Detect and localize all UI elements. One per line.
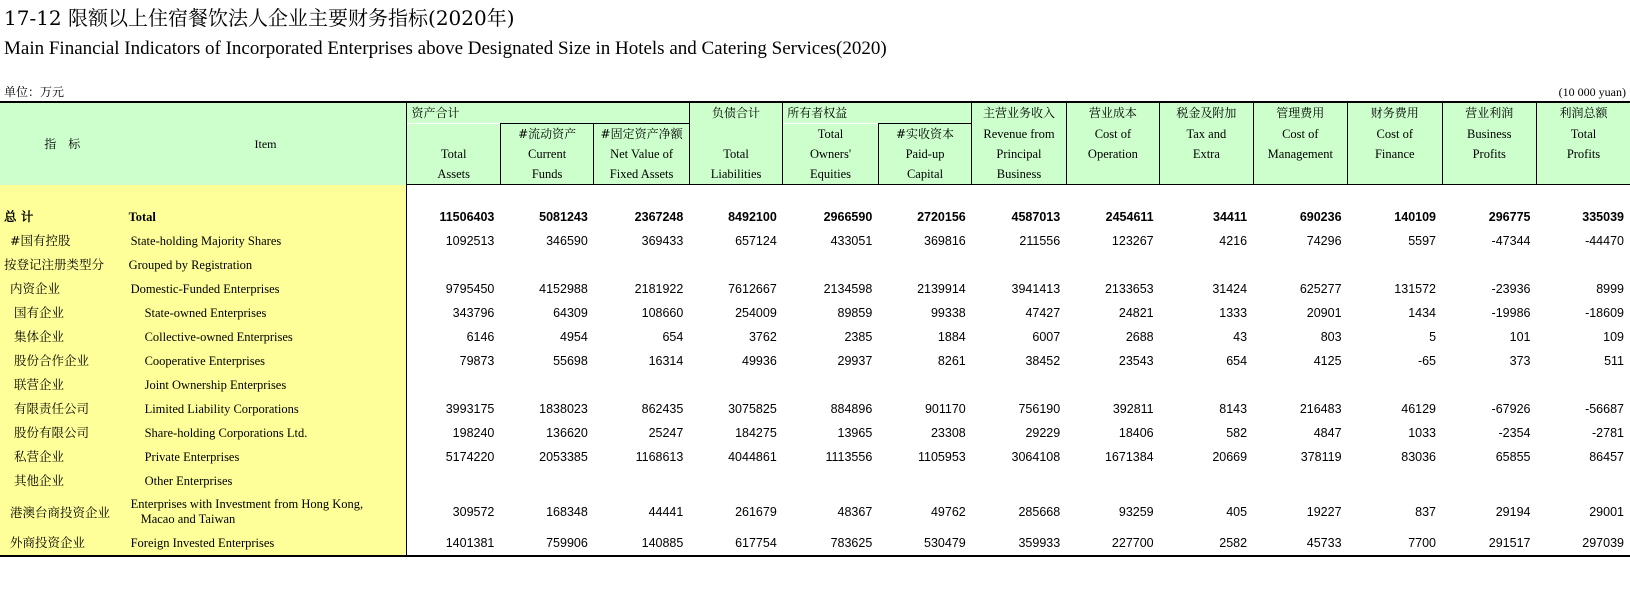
- value-cell: 3941413: [1011, 282, 1061, 296]
- value-cell: 2133653: [1104, 282, 1154, 296]
- value-cell: 803: [1320, 330, 1342, 344]
- row-label-en: Private Enterprises: [125, 445, 407, 469]
- value-cell: 2966590: [823, 210, 873, 224]
- value-cell: 783625: [830, 536, 873, 550]
- value-cell: -67926: [1491, 402, 1531, 416]
- value-cell: [1536, 373, 1630, 397]
- value-cell: -44470: [1585, 234, 1624, 248]
- table-row: [0, 229, 1630, 253]
- value-cell: 309572: [452, 504, 495, 519]
- value-cell: 1105953: [917, 450, 966, 464]
- header-paid-up-capital-en2: Capital: [878, 164, 971, 185]
- header-fixed-assets-en1: Net Value of: [594, 144, 690, 164]
- value-cell: 2582: [1219, 536, 1248, 550]
- value-cell: 19227: [1306, 504, 1342, 519]
- table-row: [0, 205, 1630, 229]
- header-paid-up-capital-en1: Paid-up: [878, 144, 971, 164]
- header-revenue-en0: Revenue from: [972, 124, 1066, 145]
- value-cell: [689, 253, 782, 277]
- header-total-profits-zh: 利润总额: [1536, 102, 1630, 124]
- value-cell: 4044861: [728, 450, 777, 464]
- row-label-zh: #国有控股: [0, 229, 125, 253]
- header-total-liabilities-en1: Total: [689, 144, 782, 164]
- value-cell: 405: [1226, 504, 1248, 519]
- header-revenue-en1: Principal: [972, 144, 1066, 164]
- table-row: [0, 277, 1630, 301]
- value-cell: 654: [662, 330, 684, 344]
- row-label-zh: 其他企业: [0, 469, 125, 493]
- row-label-zh: 股份合作企业: [0, 349, 125, 373]
- value-cell: [689, 373, 782, 397]
- value-cell: 369433: [641, 234, 684, 248]
- row-label-en: Cooperative Enterprises: [125, 349, 407, 373]
- header-total-assets-en1: Total: [407, 144, 500, 164]
- table-row: [0, 301, 1630, 325]
- value-cell: [1160, 469, 1253, 493]
- value-cell: -19986: [1491, 306, 1531, 320]
- header-current-funds-zh: #流动资产: [500, 124, 593, 145]
- value-cell: [1536, 253, 1630, 277]
- value-cell: 261679: [735, 504, 777, 519]
- value-cell: -56687: [1585, 402, 1624, 416]
- header-paid-up-capital-zh: #实收资本: [878, 124, 971, 145]
- value-cell: 617754: [735, 536, 777, 550]
- value-cell: [878, 253, 971, 277]
- header-revenue-en2: Business: [972, 164, 1066, 185]
- table-row: [0, 445, 1630, 469]
- value-cell: 433051: [830, 234, 873, 248]
- value-cell: 3993175: [445, 402, 495, 416]
- value-cell: 2688: [1125, 330, 1154, 344]
- value-cell: 1838023: [539, 402, 588, 416]
- value-cell: 7700: [1408, 536, 1437, 550]
- value-cell: 690236: [1299, 210, 1342, 224]
- value-cell: 3075825: [728, 402, 777, 416]
- value-cell: 8492100: [728, 210, 777, 224]
- value-cell: -18609: [1585, 306, 1624, 320]
- value-cell: 55698: [553, 354, 588, 368]
- value-cell: 2367248: [634, 210, 684, 224]
- value-cell: 74296: [1306, 234, 1342, 248]
- header-cost-management-en0: Cost of: [1253, 124, 1347, 145]
- row-label-zh: 港澳台商投资企业: [0, 493, 125, 531]
- value-cell: 16314: [648, 354, 684, 368]
- value-cell: 756190: [1018, 402, 1061, 416]
- header-owners-equities-en1: Owners': [783, 144, 879, 164]
- table-body: [0, 185, 1630, 557]
- value-cell: 285668: [1018, 504, 1061, 519]
- value-cell: 29229: [1025, 426, 1061, 440]
- value-cell: [594, 373, 690, 397]
- row-label-en-line2: Macao and Taiwan: [140, 512, 236, 526]
- header-cost-finance-en0: Cost of: [1348, 124, 1442, 145]
- value-cell: 25247: [648, 426, 684, 440]
- value-cell: 5174220: [445, 450, 495, 464]
- value-cell: 34411: [1213, 210, 1248, 224]
- row-label-zh: 外商投资企业: [0, 531, 125, 556]
- value-cell: 759906: [546, 536, 588, 550]
- header-tax-extra-zh: 税金及附加: [1160, 102, 1253, 124]
- row-label-en: State-owned Enterprises: [125, 301, 407, 325]
- row-label-en: [125, 493, 407, 531]
- value-cell: 343796: [452, 306, 495, 320]
- value-cell: 49936: [742, 354, 777, 368]
- value-cell: [972, 373, 1066, 397]
- row-label-en: State-holding Majority Shares: [125, 229, 407, 253]
- header-business-profits-zh: 营业利润: [1442, 102, 1536, 124]
- value-cell: 291517: [1488, 536, 1531, 550]
- header-total-liabilities-zh: 负债合计: [689, 102, 782, 124]
- row-label-zh: 联营企业: [0, 373, 125, 397]
- value-cell: 23308: [930, 426, 966, 440]
- value-cell: 31424: [1212, 282, 1248, 296]
- header-fixed-assets-zh: #固定资产净额: [594, 124, 690, 145]
- value-cell: 862435: [641, 402, 684, 416]
- value-cell: 5597: [1408, 234, 1437, 248]
- value-cell: 86457: [1589, 450, 1624, 464]
- value-cell: 392811: [1112, 402, 1154, 416]
- value-cell: [1536, 469, 1630, 493]
- value-cell: [1066, 373, 1159, 397]
- value-cell: 1033: [1408, 426, 1437, 440]
- value-cell: 4216: [1219, 234, 1248, 248]
- value-cell: [972, 469, 1066, 493]
- row-label-zh: 有限责任公司: [0, 397, 125, 421]
- table-row: [0, 373, 1630, 397]
- value-cell: 6146: [466, 330, 495, 344]
- value-cell: [1442, 373, 1536, 397]
- value-cell: [500, 469, 593, 493]
- value-cell: 657124: [735, 234, 777, 248]
- value-cell: 5081243: [539, 210, 588, 224]
- value-cell: 89859: [837, 306, 873, 320]
- value-cell: 373: [1509, 354, 1531, 368]
- value-cell: [1066, 469, 1159, 493]
- value-cell: 9795450: [445, 282, 495, 296]
- value-cell: 93259: [1118, 504, 1154, 519]
- value-cell: 18406: [1118, 426, 1154, 440]
- value-cell: 582: [1226, 426, 1248, 440]
- value-cell: 83036: [1401, 450, 1437, 464]
- unit-label-zh: 单位：万元: [4, 85, 65, 99]
- row-label-en: Joint Ownership Enterprises: [125, 373, 407, 397]
- value-cell: 13965: [837, 426, 873, 440]
- value-cell: 49762: [930, 504, 966, 519]
- value-cell: [1253, 469, 1347, 493]
- value-cell: [407, 469, 500, 493]
- value-cell: [1348, 373, 1442, 397]
- value-cell: 140109: [1394, 210, 1437, 224]
- header-revenue-zh: 主营业务收入: [972, 102, 1066, 124]
- table-header: [0, 102, 1630, 185]
- value-cell: 136620: [546, 426, 588, 440]
- header-fixed-assets-en2: Fixed Assets: [594, 164, 690, 185]
- value-cell: 1401381: [445, 536, 495, 550]
- table-row: [0, 469, 1630, 493]
- financial-indicators-table: [0, 101, 1630, 557]
- value-cell: 884896: [830, 402, 873, 416]
- value-cell: [500, 373, 593, 397]
- value-cell: 296775: [1488, 210, 1531, 224]
- value-cell: 530479: [924, 536, 966, 550]
- header-item-en: Item: [125, 102, 407, 185]
- value-cell: 3762: [748, 330, 777, 344]
- value-cell: 20669: [1212, 450, 1248, 464]
- header-indicator-zh: 指 标: [0, 102, 125, 185]
- header-total-profits-en1: Profits: [1536, 144, 1630, 164]
- value-cell: 24821: [1118, 306, 1154, 320]
- header-cost-finance-zh: 财务费用: [1348, 102, 1442, 124]
- header-cost-operation-zh: 营业成本: [1066, 102, 1159, 124]
- page-title-en: Main Financial Indicators of Incorporated Enterprises above Designated Size in Hotels and Catering Services(2020): [4, 38, 887, 59]
- value-cell: 23543: [1118, 354, 1154, 368]
- header-business-profits-en1: Profits: [1442, 144, 1536, 164]
- value-cell: [1442, 253, 1536, 277]
- value-cell: 5: [1429, 330, 1437, 344]
- header-current-funds-en1: Current: [500, 144, 593, 164]
- value-cell: -47344: [1491, 234, 1531, 248]
- value-cell: -2781: [1592, 426, 1624, 440]
- value-cell: -2354: [1498, 426, 1531, 440]
- value-cell: 3064108: [1011, 450, 1061, 464]
- value-cell: 625277: [1299, 282, 1342, 296]
- value-cell: 20901: [1306, 306, 1342, 320]
- value-cell: 346590: [546, 234, 588, 248]
- header-total-assets-en2: Assets: [407, 164, 500, 185]
- table-row: [0, 493, 1630, 531]
- row-label-en: Grouped by Registration: [125, 253, 407, 277]
- value-cell: [500, 253, 593, 277]
- value-cell: 216483: [1299, 402, 1342, 416]
- header-total-liabilities-en2: Liabilities: [689, 164, 782, 185]
- value-cell: 4125: [1313, 354, 1342, 368]
- header-cost-finance-en1: Finance: [1348, 144, 1442, 164]
- value-cell: 11506403: [439, 210, 495, 224]
- table-row: [0, 421, 1630, 445]
- value-cell: 1113556: [825, 450, 873, 464]
- value-cell: 1671384: [1104, 450, 1154, 464]
- value-cell: 4587013: [1011, 210, 1061, 224]
- value-cell: 48367: [837, 504, 873, 519]
- row-label-en: Share-holding Corporations Ltd.: [125, 421, 407, 445]
- value-cell: [783, 373, 879, 397]
- value-cell: 2385: [844, 330, 873, 344]
- value-cell: 4847: [1313, 426, 1342, 440]
- row-label-en-line1: Enterprises with Investment from Hong Kong,: [130, 497, 364, 511]
- value-cell: 1333: [1219, 306, 1248, 320]
- header-cost-operation-en0: Cost of: [1066, 124, 1159, 145]
- value-cell: 837: [1415, 504, 1437, 519]
- value-cell: [878, 373, 971, 397]
- value-cell: 211556: [1019, 234, 1061, 248]
- value-cell: -23936: [1491, 282, 1531, 296]
- value-cell: 64309: [553, 306, 588, 320]
- unit-label-en: (10 000 yuan): [1558, 85, 1626, 99]
- value-cell: [1253, 373, 1347, 397]
- value-cell: 168348: [546, 504, 588, 519]
- value-cell: 99338: [930, 306, 966, 320]
- value-cell: 2053385: [539, 450, 588, 464]
- header-tax-extra-en0: Tax and: [1160, 124, 1253, 145]
- header-current-funds-en2: Funds: [500, 164, 593, 185]
- value-cell: 2720156: [917, 210, 966, 224]
- value-cell: 254009: [735, 306, 777, 320]
- value-cell: 511: [1604, 354, 1624, 368]
- value-cell: 79873: [459, 354, 495, 368]
- value-cell: [407, 253, 500, 277]
- value-cell: 45733: [1306, 536, 1342, 550]
- row-label-zh: 股份有限公司: [0, 421, 125, 445]
- row-label-en: Total: [125, 205, 407, 229]
- table-row: [0, 349, 1630, 373]
- row-label-zh: 按登记注册类型分: [0, 253, 125, 277]
- value-cell: [1160, 253, 1253, 277]
- value-cell: 7612667: [728, 282, 777, 296]
- value-cell: 654: [1226, 354, 1248, 368]
- value-cell: [1442, 469, 1536, 493]
- value-cell: 8261: [937, 354, 966, 368]
- value-cell: 2181922: [634, 282, 684, 296]
- table-row: [0, 325, 1630, 349]
- row-label-en: Limited Liability Corporations: [125, 397, 407, 421]
- value-cell: 359933: [1018, 536, 1061, 550]
- row-label-zh: 总 计: [0, 205, 125, 229]
- value-cell: 2139914: [917, 282, 966, 296]
- table-row: [0, 253, 1630, 277]
- value-cell: 369816: [924, 234, 966, 248]
- value-cell: 4954: [560, 330, 588, 344]
- value-cell: 29937: [837, 354, 873, 368]
- value-cell: [783, 469, 879, 493]
- value-cell: 335039: [1582, 210, 1624, 224]
- value-cell: 297039: [1582, 536, 1624, 550]
- value-cell: 46129: [1401, 402, 1437, 416]
- value-cell: -65: [1417, 354, 1437, 368]
- value-cell: 8999: [1596, 282, 1624, 296]
- row-label-zh: 国有企业: [0, 301, 125, 325]
- value-cell: 109: [1603, 330, 1624, 344]
- value-cell: 184275: [735, 426, 777, 440]
- header-owners-equities-en2: Equities: [783, 164, 879, 185]
- header-cost-operation-en1: Operation: [1066, 144, 1159, 164]
- value-cell: [594, 253, 690, 277]
- value-cell: 8143: [1219, 402, 1248, 416]
- value-cell: 140885: [641, 536, 684, 550]
- header-business-profits-en0: Business: [1442, 124, 1536, 145]
- value-cell: [1253, 253, 1347, 277]
- value-cell: [407, 373, 500, 397]
- value-cell: 6007: [1032, 330, 1061, 344]
- row-label-zh: 私营企业: [0, 445, 125, 469]
- table-row: [0, 397, 1630, 421]
- row-label-en: Foreign Invested Enterprises: [125, 531, 407, 556]
- value-cell: 1168613: [635, 450, 684, 464]
- value-cell: 198240: [452, 426, 495, 440]
- value-cell: [1348, 253, 1442, 277]
- value-cell: 108660: [641, 306, 684, 320]
- value-cell: 2454611: [1105, 210, 1154, 224]
- value-cell: 47427: [1025, 306, 1061, 320]
- value-cell: 44441: [648, 504, 684, 519]
- value-cell: [1160, 373, 1253, 397]
- value-cell: 1434: [1408, 306, 1437, 320]
- row-label-en: Domestic-Funded Enterprises: [125, 277, 407, 301]
- value-cell: 101: [1509, 330, 1531, 344]
- value-cell: 4152988: [539, 282, 588, 296]
- value-cell: 29001: [1589, 504, 1624, 519]
- value-cell: 901170: [924, 402, 966, 416]
- value-cell: [783, 253, 879, 277]
- value-cell: 378119: [1300, 450, 1342, 464]
- value-cell: 227700: [1111, 536, 1154, 550]
- value-cell: [878, 469, 971, 493]
- value-cell: 43: [1233, 330, 1248, 344]
- value-cell: 29194: [1495, 504, 1531, 519]
- value-cell: 123267: [1111, 234, 1154, 248]
- row-label-zh: 集体企业: [0, 325, 125, 349]
- value-cell: [1066, 253, 1159, 277]
- value-cell: 38452: [1025, 354, 1061, 368]
- value-cell: 1884: [937, 330, 966, 344]
- row-label-en: Collective-owned Enterprises: [125, 325, 407, 349]
- table-row: [0, 531, 1630, 556]
- row-label-zh: 内资企业: [0, 277, 125, 301]
- value-cell: [1348, 469, 1442, 493]
- header-owners-equities-zh: 所有者权益: [783, 102, 972, 124]
- header-owners-equities-en0: Total: [783, 124, 879, 145]
- header-cost-management-en1: Management: [1253, 144, 1347, 164]
- value-cell: [594, 469, 690, 493]
- header-tax-extra-en1: Extra: [1160, 144, 1253, 164]
- header-cost-management-zh: 管理费用: [1253, 102, 1347, 124]
- header-total-profits-en0: Total: [1536, 124, 1630, 145]
- value-cell: 65855: [1495, 450, 1531, 464]
- row-label-en: Other Enterprises: [125, 469, 407, 493]
- page-title-zh: 17-12 限额以上住宿餐饮法人企业主要财务指标(2020年): [4, 6, 515, 30]
- value-cell: 1092513: [445, 234, 495, 248]
- value-cell: [689, 469, 782, 493]
- value-cell: 2134598: [823, 282, 873, 296]
- header-total-assets-zh: 资产合计: [407, 102, 689, 124]
- value-cell: [972, 253, 1066, 277]
- value-cell: 131572: [1394, 282, 1437, 296]
